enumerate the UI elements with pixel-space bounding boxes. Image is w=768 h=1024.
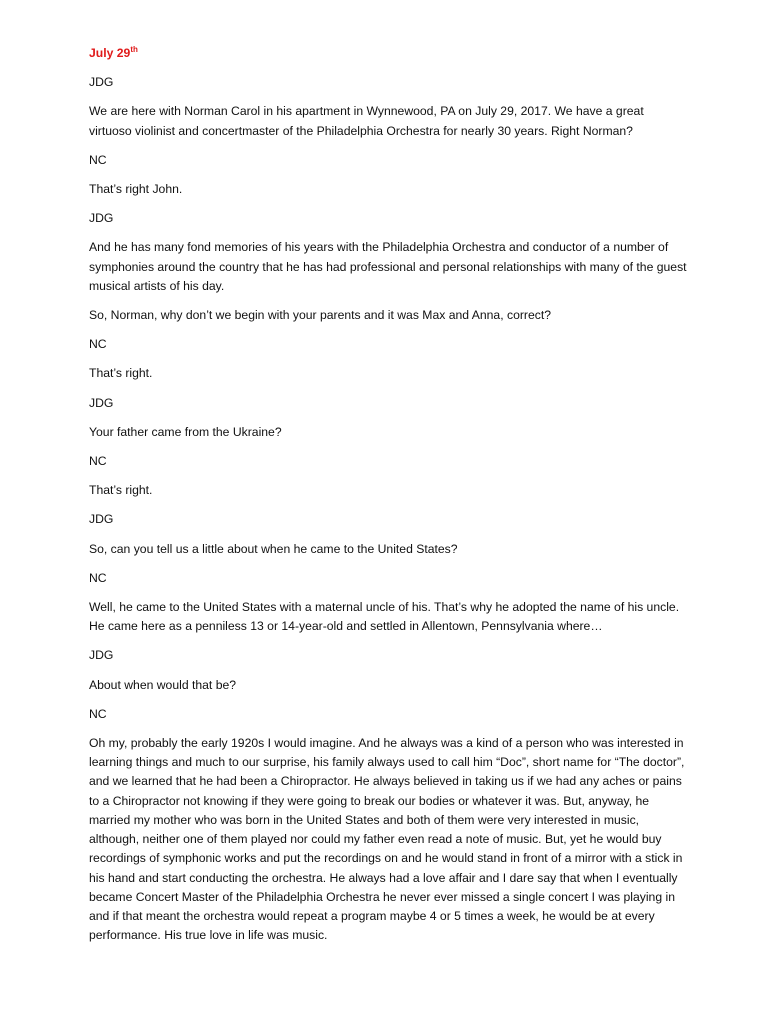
- speaker-label: JDG: [89, 395, 114, 410]
- transcript-paragraph: We are here with Norman Carol in his apartment in Wynnewood, PA on July 29, 2017. We have a great virtuoso violinist and concertmaster of the Philadelphia Orchestra for nearly 30 years. Right Norman?: [89, 104, 644, 138]
- document-date: [89, 44, 688, 63]
- speaker-label: JDG: [89, 211, 114, 226]
- transcript-paragraph: And he has many fond memories of his years with the Philadelphia Orchestra and conductor of a number of symphonies around the country that he has had professional and personal relationships with many of the guest musical artists of his day.: [89, 240, 687, 293]
- speaker-label: JDG: [89, 75, 114, 90]
- transcript-paragraph: Your father came from the Ukraine?: [89, 424, 282, 439]
- speaker-label: JDG: [89, 512, 114, 527]
- transcript-paragraph: Oh my, probably the early 1920s I would imagine. And he always was a kind of a person who was interested in learning things and much to our surprise, his family always used to call him “Doc”, short name for “The doctor”, and we learned that he had been a Chiropractor. He always believed in taking us if we had any aches or pains to a Chiropractor not knowing if they were going to break our bodies or whatever it was. But, anyway, he married my mother who was born in the United States and both of them were very interested in music, although, neither one of them played nor could my father even read a note of music. But, yet he would buy recordings of symphonic works and put the recordings on and he would stand in front of a mirror with a stick in his hand and start conducting the orchestra. He always had a love affair and I dare say that when I eventually became Concert Master of the Philadelphia Orchestra he never ever missed a single concert I was playing in and if that meant the orchestra would repeat a program maybe 4 or 5 times a week, he would be at every performance. His true love in life was music.: [89, 736, 685, 943]
- transcript-paragraph: About when would that be?: [89, 677, 237, 692]
- speaker-label: NC: [89, 706, 107, 721]
- speaker-label: NC: [89, 152, 107, 167]
- transcript-paragraph: That’s right John.: [89, 182, 183, 197]
- speaker-label: JDG: [89, 648, 114, 663]
- transcript-paragraph: Well, he came to the United States with a maternal uncle of his. That’s why he adopted the name of his uncle. He came here as a penniless 13 or 14-year-old and settled in Allentown, Pennsylvania where…: [89, 600, 680, 634]
- speaker-label: NC: [89, 337, 107, 352]
- speaker-label: NC: [89, 570, 107, 585]
- transcript-paragraph: That’s right.: [89, 366, 153, 381]
- speaker-label: NC: [89, 454, 107, 469]
- transcript-paragraph: That’s right.: [89, 483, 153, 498]
- date-text: July 29: [89, 46, 131, 60]
- transcript-paragraph: So, can you tell us a little about when he came to the United States?: [89, 541, 458, 556]
- transcript-paragraph: So, Norman, why don’t we begin with your parents and it was Max and Anna, correct?: [89, 308, 552, 323]
- date-ordinal-suffix: th: [130, 44, 138, 54]
